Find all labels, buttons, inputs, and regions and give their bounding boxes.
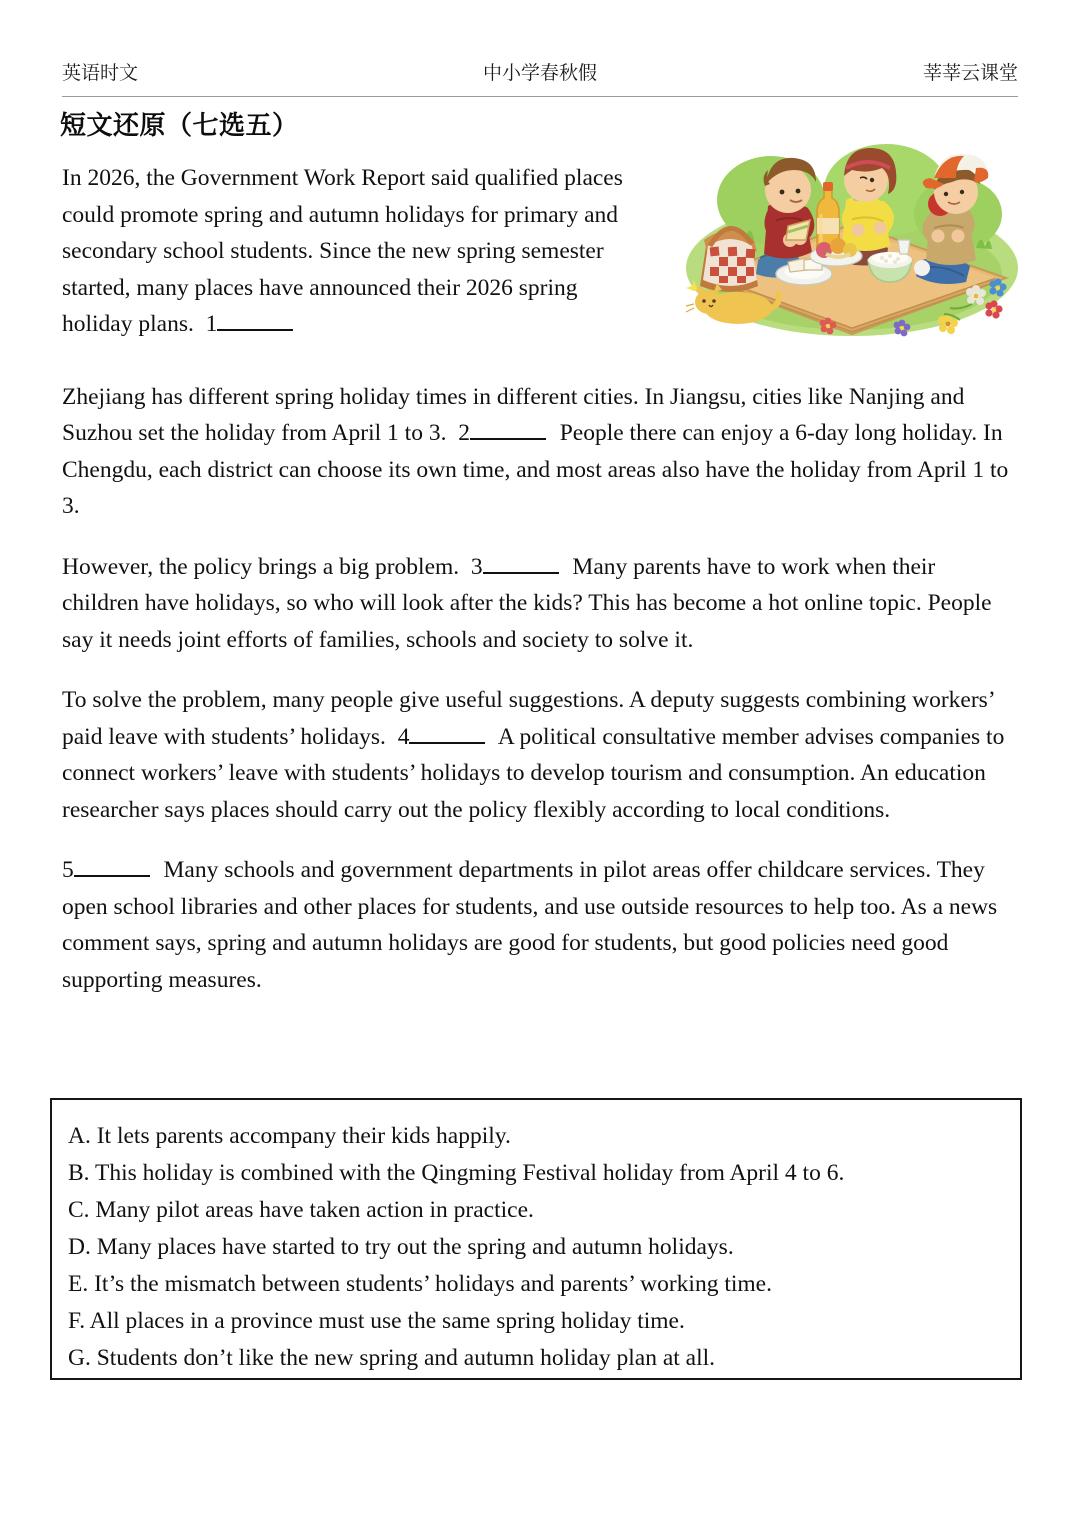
passage-body bbox=[62, 160, 1018, 1022]
options-list bbox=[52, 1100, 1020, 1391]
passage-text: A political consultative member advises companies to connect workers’ leave with students’ holidays to develop tourism and consumption. An education researcher says places should carry out the policy flexibly according to local conditions. bbox=[62, 723, 1005, 823]
header-right-label: 莘莘云课堂 bbox=[922, 62, 1018, 84]
passage-paragraph bbox=[62, 160, 642, 343]
passage-text: In 2026, the Government Work Report said qualified places could promote spring and autumn holidays for primary and secondary school students. Since the new spring semester started, many places have announced their 2026 spring holiday plans. bbox=[62, 165, 623, 337]
passage-paragraph bbox=[62, 379, 1018, 525]
passage-text: Many parents have to work when their children have holidays, so who will look after the kids? This has become a hot online topic. People say it needs joint efforts of families, schools and society to solve it. bbox=[62, 553, 992, 653]
passage-text: People there can enjoy a 6-day long holiday. In Chengdu, each district can choose its own time, and most areas also have the holiday from April 1 to 3. bbox=[62, 420, 1009, 519]
answer-blank[interactable] bbox=[483, 549, 559, 573]
blank-number: 5 bbox=[62, 857, 74, 883]
blank-number: 4 bbox=[397, 723, 410, 750]
option-item[interactable]: C. Many pilot areas have taken action in practice. bbox=[68, 1197, 534, 1223]
blank-number: 1 bbox=[205, 311, 218, 337]
passage-text: However, the policy brings a big problem. bbox=[62, 553, 471, 580]
passage-paragraph bbox=[62, 549, 1018, 659]
blank-number: 3 bbox=[470, 553, 483, 580]
option-item[interactable]: A. It lets parents accompany their kids happily. bbox=[68, 1123, 511, 1149]
passage-text: To solve the problem, many people give useful suggestions. A deputy suggests combining workers’ paid leave with students’ holidays. bbox=[62, 687, 994, 750]
option-item[interactable]: D. Many places have started to try out the spring and autumn holidays. bbox=[68, 1234, 734, 1260]
answer-blank[interactable] bbox=[470, 416, 546, 440]
answer-blank[interactable] bbox=[74, 853, 150, 877]
passage-paragraph bbox=[62, 852, 1018, 998]
passage-text: Zhejiang has different spring holiday times in different cities. In Jiangsu, cities like Nanjing and Suzhou set the holiday from April 1 to 3. bbox=[62, 383, 965, 446]
option-item[interactable]: E. It’s the mismatch between students’ holidays and parents’ working time. bbox=[68, 1271, 772, 1297]
page-title: 短文还原（七选五） bbox=[60, 111, 299, 141]
header-left-label: 英语时文 bbox=[62, 62, 139, 84]
option-item[interactable]: B. This holiday is combined with the Qingming Festival holiday from April 4 to 6. bbox=[68, 1160, 845, 1186]
blank-number: 2 bbox=[458, 420, 470, 446]
passage-paragraph bbox=[62, 682, 1018, 828]
passage-text: Many schools and government departments in pilot areas offer childcare services. They open school libraries and other places for students, and use outside resources to help too. As a news comment says, spring and autumn holidays are good for students, but good policies need good supporting measures. bbox=[62, 857, 998, 993]
option-item[interactable]: F. All places in a province must use the same spring holiday time. bbox=[68, 1308, 685, 1334]
answer-blank[interactable] bbox=[409, 719, 485, 743]
running-header bbox=[62, 60, 1018, 94]
header-divider bbox=[62, 96, 1018, 97]
option-item[interactable]: G. Students don’t like the new spring and autumn holiday plan at all. bbox=[68, 1345, 716, 1371]
header-center-label: 中小学春秋假 bbox=[482, 62, 598, 84]
answer-blank[interactable] bbox=[217, 307, 293, 331]
options-box bbox=[50, 1098, 1022, 1380]
